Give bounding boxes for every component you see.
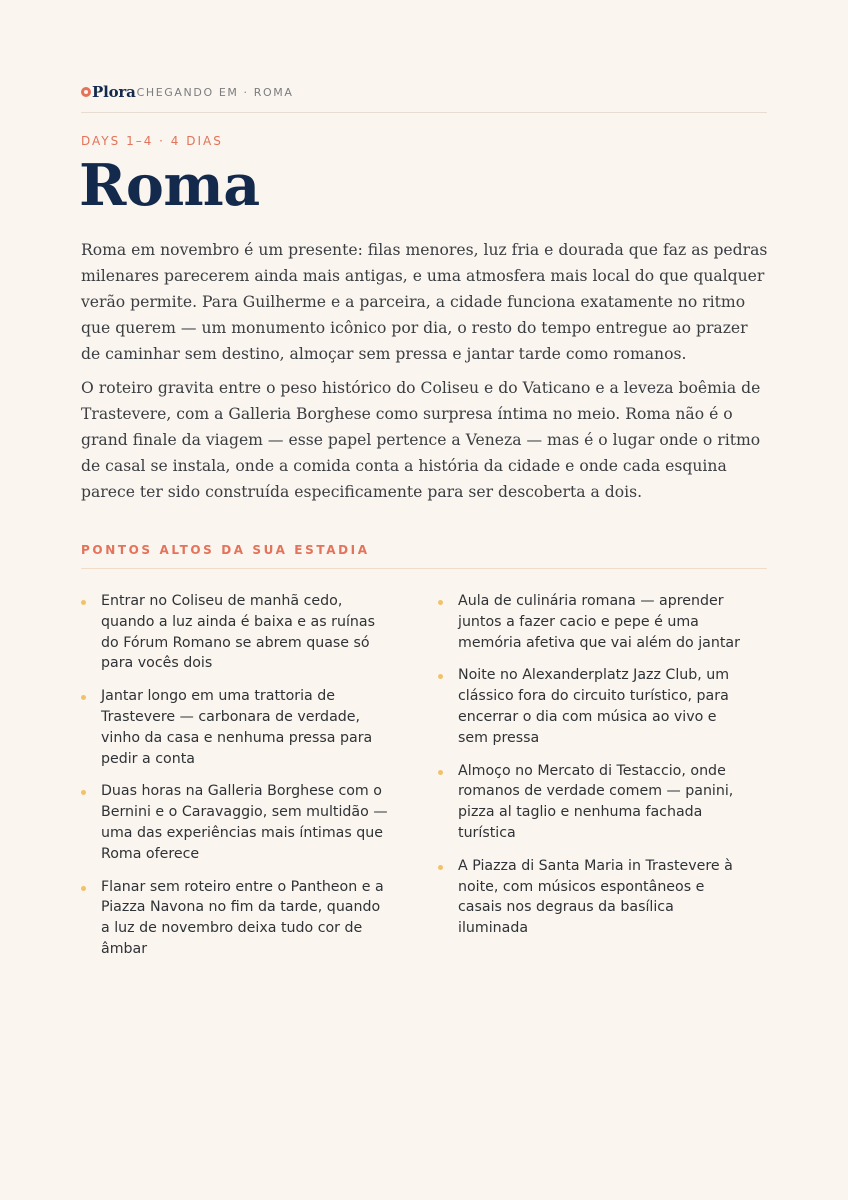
bullet-icon (81, 600, 86, 605)
bullet-icon (81, 886, 86, 891)
bullet-icon (438, 674, 443, 679)
highlight-text: Almoço no Mercato di Testaccio, onde romanos de verdade comem — panini, pizza al taglio e nenhuma fachada turística (458, 762, 734, 841)
highlight-text: Flanar sem roteiro entre o Pantheon e a Piazza Navona no fim da tarde, quando a luz de novembro deixa tudo cor de âmbar (101, 878, 384, 957)
highlight-item (81, 781, 391, 864)
highlights-divider (81, 568, 767, 569)
highlight-item (438, 761, 748, 844)
header-meta: CHEGANDO EM · ROMA (136, 86, 294, 99)
highlight-text: Duas horas na Galleria Borghese com o Bernini e o Caravaggio, sem multidão — uma das experiências mais íntimas que Roma oferece (101, 783, 388, 862)
highlight-text: Jantar longo em uma trattoria de Trastevere — carbonara de verdade, vinho da casa e nenhuma pressa para pedir a conta (101, 688, 373, 767)
bullet-icon (438, 770, 443, 775)
highlight-item (81, 591, 391, 674)
highlights-list-left (81, 591, 391, 972)
intro-paragraph: Roma em novembro é um presente: filas menores, luz fria e dourada que faz as pedras milenares parecerem ainda mais antigas, e uma atmosfera mais local do que qualquer verão permite. Para Guilherme e a parceira, a cidade funciona exatamente no ritmo que querem — um monumento icônico por dia, o resto do tempo entregue ao prazer de caminhar sem destino, almoçar sem pressa e jantar tarde como romanos. (81, 241, 768, 363)
highlight-text: Noite no Alexanderplatz Jazz Club, um clássico fora do circuito turístico, para encerrar o dia com música ao vivo e sem pressa (458, 667, 730, 746)
brand-logo: Plora (92, 83, 136, 101)
bullet-icon (438, 600, 443, 605)
highlight-item (438, 665, 748, 748)
logo-icon (81, 87, 91, 97)
bullet-icon (81, 695, 86, 700)
page-header (81, 83, 293, 101)
page-title: Roma (79, 152, 260, 219)
bullet-icon (81, 790, 86, 795)
highlights-list-right (438, 591, 748, 951)
highlight-text: A Piazza di Santa Maria in Trastevere à noite, com músicos espontâneos e casais nos degraus da basílica iluminada (458, 857, 733, 937)
highlight-text: Aula de culinária romana — aprender juntos a fazer cacio e pepe é uma memória afetiva que vai além do jantar (458, 593, 740, 651)
highlight-text: Entrar no Coliseu de manhã cedo, quando a luz ainda é baixa e as ruínas do Fórum Romano se abrem quase só para vocês dois (101, 593, 375, 672)
intro-paragraph: O roteiro gravita entre o peso histórico do Coliseu e do Vaticano e a leveza boêmia de Trastevere, com a Galleria Borghese como surpresa íntima no meio. Roma não é o grand finale da viagem — esse papel pertence a Veneza — mas é o lugar onde o ritmo de casal se instala, onde a comida conta a história da cidade e onde cada esquina parece ter sido construída especificamente para ser descoberta a dois. (81, 379, 761, 501)
header-divider (81, 112, 767, 113)
highlight-item (438, 591, 748, 653)
highlights-title: PONTOS ALTOS DA SUA ESTADIA (81, 543, 370, 557)
highlight-item (81, 877, 391, 960)
highlight-item (438, 856, 748, 939)
highlight-item (81, 686, 391, 769)
days-eyebrow: DAYS 1–4 · 4 DIAS (81, 134, 223, 148)
bullet-icon (438, 865, 443, 870)
intro-text (81, 237, 771, 513)
